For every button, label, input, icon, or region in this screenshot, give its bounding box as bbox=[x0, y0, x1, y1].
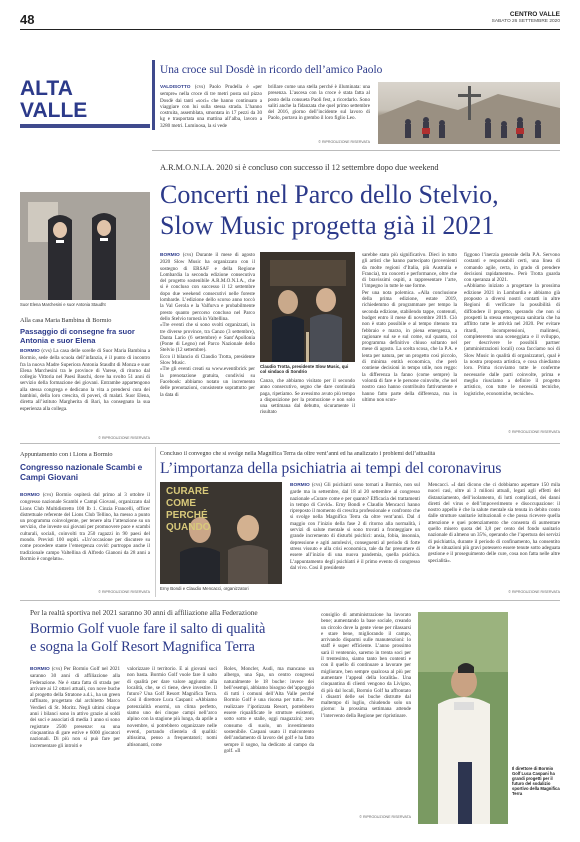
psych-photo-text-1: CURARE bbox=[166, 486, 209, 497]
top-article-kicker: VALDISOTTO bbox=[160, 85, 191, 90]
top-article-headline: Una croce sul Dosdè in ricordo dell’amico Paolo bbox=[160, 64, 383, 76]
section-label-bar bbox=[20, 124, 150, 128]
top-article-col1 bbox=[160, 84, 262, 148]
sisters-copyright: © RIPRODUZIONE RISERVATA bbox=[98, 436, 150, 440]
section-label bbox=[20, 78, 150, 122]
sisters-overline: Alla casa Maria Bambina di Bormio bbox=[20, 317, 112, 324]
trotta-photo bbox=[260, 252, 355, 362]
main-col1-text: (cvs) Durante il mese di agosto 2020 Slow Music ha organizzato con il sostegno di ERSAF e della Regione Lombardia la seconda edizione consecutiva del progetto sostenibile A.R.M.O.N.I.A., che si è concluso con successo il 12 settembre dopo due weekend consecutivi nelle foreste lombarde. L’edizione dello scorso anno toccò la Val Gerola e la Valfurva e probabilmente presto quanto percorso concluso nel Parco dello Stelvio tornerà in Valtellina. «Tre eventi che si sono svolti organizzati, in tre diverse province, tra Canzo (3 settembre), Danta Lario (6 settembre) e Sant’Apollonia (Ponte di Legno) nel Parco Nazionale dello Stelvio (12 settembre). Ecco il bilancio di Claudio Trotta, presidente Slow Music. «Tre gli eventi creati su www.eventibrick per la prenotazione gratuita, condivisi su Facebook: abbiamo notato un incremento delle prenotazioni, consistente soprattutto per la data di bbox=[160, 252, 255, 398]
lions-headline: Congresso nazionale Scambi e Campi Giovani bbox=[20, 462, 143, 482]
top-article-col1-text: (cvs) Paolo Prudella è «per sempre» nella croce di tre metri posta sul pizzo Dosdè dai tanti «soci» che hanno continuato a viaggiare con lui sulla stessa strada. L’hanno costruita, assemblata, smontata in 17 pezzi da 30 kg e trasportata una mattina all’alba, lavoro a 3280 metri. Luminosa, la si vede bbox=[160, 84, 262, 129]
sisters-body bbox=[20, 348, 150, 434]
section-label-line1: ALTA bbox=[20, 77, 73, 100]
main-col3: sarebbe stato più significativo. Dieci in tutto gli artisti che hanno partecipato (provenienti da molte regioni d’Italia, più Australia e Francia), tra concerti e performance, oltre che di bravissimi ospiti, a rappresentare l’arte, l’impegno in tutte le sue forme. Per una nota polemica. «Alla conclusione della prima edizione, estate 2019, richiedemmo di programmare per tempo la seconda edizione, stabilendo tappe, contenuti, budget entro il mese di novembre 2019. Ciò non è stato possibile e al tempo ritenuto tra febbraio e marzo, in piena emergenza, a ragionare sul se e sul come, sul quanto, col programma definitivo chiuso soltanto nel mese di agosto. La scelta scosa, che la P.A. e lenta per natura, per un progetto così piccolo, di minima entità economica, che però contiene decisioni in tempo utile, non reggo: la differenza la fanno (come sempre) la volontà di fare e le persone coinvolte, che nel nostro caso hanno contribuito fattivamente e hanno fatto parte della differenza, ma in ultimo non scon- bbox=[362, 252, 457, 403]
lions-overline: Appuntamento con i Lions a Bormio bbox=[20, 451, 113, 458]
page-number: 48 bbox=[20, 12, 35, 27]
top-article-bar bbox=[152, 60, 155, 130]
golf-copyright: © RIPRODUZIONE RISERVATA bbox=[359, 815, 411, 819]
lions-body bbox=[20, 492, 150, 590]
section-label-line2: VALLE bbox=[20, 99, 88, 122]
paper-name: CENTRO VALLE bbox=[509, 11, 560, 18]
sisters-body-text: (cvs) La casa delle sorelle di Suor Maria Bambina a Bormio, sede della scuola dell’infanzia, è il punto di incontro fra la nuova Madre Superiora Antonia Staudht di Monza e suor Elena Marchesini tra le province di Varese, di ritorno dal collegio Vittoria nel Paesi Baschi, dove ha svolto 51 anni di servizio della formazione dei giovani. Entrambe appartengono alla stessa congrega e dedicano la vita a prendersi cura dei bambini, della loro crescita, di poveri, di malati. Suor Elena, diretta all’istituto Margherita di Bari, ha consegnato la sua esperienza alla collega. bbox=[20, 348, 150, 412]
top-article-copyright: © RIPRODUZIONE RISERVATA bbox=[318, 140, 370, 144]
golf-col3: Rolex, Moncler, Audi, ma mancano un albergo, una Spa, un centro congressi naturalmente le 18 buche: invece dei bell’esempi, abbiamo bisogno del’appoggio di tutti i comuni dell’Alta Valle perché Bormio Golf è una risorsa per tutti». Per realizzare l’ipotizzata Resort, potrebbero essere riqualificate le strutture esistenti, sotto sotto e stalle, oggi magazzini; zero consumo di suolo, un investimento sostenibile. Caspani usato il malcontento dell’andamento di lavoro del golf e ha fatto sempre il sogno, ha dedicato al campo da golf. «Il bbox=[224, 666, 314, 754]
main-col2: Canzo, che abbiamo visitato per il secondo anno consecutivo, segno che dare continuità paga, ripetiamo. Se avessimo avuto più tempo a disposizione per la promozione e non solo una settimana dal debutto, sicuramente il risultato bbox=[260, 378, 355, 416]
main-overline: A.R.M.O.N.I.A. 2020 si è concluso con successo il 12 settembre dopo due weekend bbox=[160, 163, 439, 172]
psych-photo-text-4: QUANDO bbox=[166, 522, 211, 533]
psych-col2: Mencacci. «I dati dicono che ci dobbiamo aspettare 150 mila nuovi casi, oltre ai 3 milioni attuali, legati agli effetti del distanziamento, dell’isolamento, di lutti complicati, dei danni diretti del virus e dell’impoverimento e disoccupazione: il nostro appello è che la salute mentale sia tenuta in debito conto dalle strutture sanitarie istituzionali e che possa ricevere quella attenzione e quei potenziamento che consenta di aumentare quello misero quota del 3,8 per cento del fondo sanitario nazionale di almeno un 35%, operando che l’apertura dei servizi di psichiatria, durante il periodo di confinamento, ha consentito che le situazioni più gravi potessero essere tenute sotto adeguata gestione e il proseguimento delle cure, cosa non fatta nelle altre specialità». bbox=[428, 482, 560, 564]
psych-photo bbox=[160, 482, 282, 584]
main-photo-trotta bbox=[260, 252, 355, 362]
golf-photo-caption: Il direttore di Bormio Golf Luca Caspani ha grandi progetti per il futuro del sodalizio sportivo della Magnifica Terra bbox=[512, 766, 560, 796]
psych-overline: Concluso il convegno che si svolge nella Magnifica Terra da oltre vent’anni ed ha analizzato i problemi dell’attualità bbox=[160, 451, 436, 457]
psych-col1-text: (cvs) Gli psichiatri sono tornati a Bormio, non sul garde ma in settembre, dal 18 al 20 settembre al congresso nazionale «Curare come e per quanto? Efficacia dei trattamenti in tempo di Covid». Erny Bondi e Claudio Mencacci hanno ripreposto il momento di crescita professionale e confronto che si svolge nella Magnifica Terra da oltre vent’anni. Dal 4 maggio con l’inizio della fase 2 di ritorno alla normalità, i servizi di salute mentale si sono trovati a fronteggiare un grande incremento di disturbi psichici: ansia, fobia, insonnia, depressione e agiti autolesivi, conseguenti al periodo di forte stress vissuto e alla crisi economica, tale da far presumere di essere all’inizio di una nuova pandemia, quella psichica. L’appuntamento degli psichiatri è il primo evento di congresso dal vivo. Così il presidente bbox=[290, 482, 420, 571]
header-rule bbox=[20, 29, 560, 30]
golf-col1-text: (cvs) Per Bormio Golf nel 2021 saranno 30 anni di affiliazione alla Federazione. Ne è stata fatta di strada per arrivare ai 12 ottavi attuali, con nove buche al progetto della Stratone a.d.i., ha un green raffinato, progettato dal architetto Marco Verdieri di St. Moritz. Negli ultimi cinque anni i bilanci sono in attivo grazie ai soldi dei soci e associati di media 1 anno si sono registrate 2500 presenze: su una cinquantina di gare estive e 6000 giocatori nazionali. Di più non si può fare per incrementare gli introiti e bbox=[30, 666, 120, 749]
caspani-golf-photo bbox=[418, 612, 508, 824]
main-divider bbox=[20, 443, 560, 444]
psych-photo-text-3: PERCHÉ bbox=[166, 510, 208, 521]
sisters-kicker: BORMIO bbox=[20, 349, 40, 354]
golf-headline-line1: Bormio Golf vuole fare il salto di qualità bbox=[30, 621, 266, 637]
group-mountain-photo bbox=[378, 82, 560, 144]
golf-photo bbox=[418, 612, 508, 824]
golf-col1 bbox=[30, 666, 120, 822]
main-headline-line2: Slow Music progetta già il 2021 bbox=[160, 211, 495, 240]
golf-kicker: BORMIO bbox=[30, 667, 50, 672]
main-kicker: BORMIO bbox=[160, 253, 180, 258]
golf-overline: Per la realtà sportiva nel 2021 saranno 30 anni di affiliazione alla Federazione bbox=[30, 608, 258, 617]
sisters-photo bbox=[20, 192, 150, 300]
lions-kicker: BORMIO bbox=[20, 493, 40, 498]
lions-column-divider bbox=[155, 447, 156, 597]
top-article-divider bbox=[152, 150, 560, 151]
main-col4: figgono l’inerzia generale della P.A. Servono costanti e responsabili certi, una linea di comando agile, certa, in grado di prendere decisioni rapidamente». Però Trotta guarda con speranza al 2021. «Abbiamo iniziato a progettare la prossima edizione 2021 in Lombardia e abbiamo già proposto a diversi nostri contatti in altre Regioni di verificare la possibilità di diffondere il progetto, sperando che non si prospetti la stessa emergenza sanitaria che ha afflitto tutte le attività nel 2020. Per evitare ritardi, incomprensioni, malintesi, completeremo una sceneggiata e il sviluppo, per descrivere le possibili partner (amministrazioni locali) cosa facciamo noi di Slow Music in qualità di organizzatori, qual è la nostra proposta artistica, e cosa chiediamo loro. Prima ricoviamo tutte le conferme necessarie dalle parti coinvolte, prima e meglio riusciamo a definire il progetto artistico, con tutte le necessità tecniche, logistiche, economiche, tecniche». bbox=[464, 252, 560, 397]
golf-col2: valorizzare il territorio. E ai giovani soci non basta. Bormio Golf vuole fare il salto di qualità per dare valore aggiunto alla località, che, se ci tiene, deve investire. Il futuro? Una Golf Resort Magnifica Terra. Così il direttore Luca Caspani: «Abbiamo potenzialità enormi, un clima perfetto, siamo uno dei cinque campi nell’arco alpino con la stagione più lunga, da aprile a novembre, si potrebbero organizzare nelle eventi, portando clientela di qualità: altissima, penso a frequentatori; nomi altisonanti, come bbox=[127, 666, 217, 748]
sisters-photo-caption: Suor Elena Marchesini e suor Antonia Staudht bbox=[20, 302, 106, 307]
psych-copyright: © RIPRODUZIONE RISERVATA bbox=[508, 590, 560, 594]
main-photo-caption: Claudio Trotta, presidente Slow Music, qui col sindaco di Sondrio bbox=[260, 364, 349, 375]
golf-col4: consiglio di amministrazione ha lavorato bene; aumentando la base sociale, creando un circolo dove la gente viene per rilassarsi e stare bene, migliorando il campo, arrivando disparmi sulle manutenzioni: lo staff è super efficiente. L’anno prossimo sarà il ventennio, saremo in trenta soci per il trentesimo, siamo tanto ben contenti e con il quello di continuare a lavorare per migliorare, ben sempre qualcosa al più per aumentare l’appeal della località». Una cinquantina di clienti vengono da Livigno, di più dal locali, Bormio Golf ha affrontato i disastri delle sei buche distrutte dal maltempo di luglio, chiudendo solo un giorno: la prossima settimana attende l’intervento della Regione per ripristinare. bbox=[321, 612, 411, 719]
golf-headline-line2: e sogna la Golf Resort Magnifica Terra bbox=[30, 639, 255, 655]
lions-copyright: © RIPRODUZIONE RISERVATA bbox=[98, 590, 150, 594]
psych-photo-text-2: COME bbox=[166, 498, 196, 509]
psych-headline: L’importanza della psichiatria ai tempi del coronavirus bbox=[160, 460, 502, 477]
top-article-col2: brillare come una stella perché è illuminata: una presenza. L’ascesa con la croce è stata fatta al posto della consueta Paoli fest, a ricordarlo. Sono saliti anche la fidanzata che quel primo settembre del 2016, giorno dell’incidente sul lavoro di Paolo, portava in grembo il loro figlio Leo. bbox=[268, 84, 370, 122]
lions-body-text: (cvs) Bormio ospiterà dal primo al 3 ottobre il congresso nazionale Scambi e Campi Giovani, organizzato dal Lions Club Multidistretto 108 Ib 1. Cinzia Francelli, officer distrettuale referente del Lions Club Tellino, ha messo a punto un programma coinvolgente, per tenere alta l’attenzione su un servizio, che investe sui giovani per promuovere pace e scambi culturali, sociali, coinvolti tra 250 ragazzi in 90 paesi del mondo. Previsti 100 ospiti. «Un’occasione per discutere su come procedere stante l’emergenza covid: purtroppo anche il tradizionale campo Valtellina di Alfredo Gianoni da 28 anni a Bormio è congelato». bbox=[20, 492, 150, 562]
psych-divider bbox=[20, 600, 560, 601]
psych-photo-caption: Erny Bondi e Claudio Mencacci, organizzatori bbox=[160, 586, 249, 591]
sisters-headline: Passaggio di consegne fra suor Antonia e suor Elena bbox=[20, 327, 135, 345]
main-headline-line1: Concerti nel Parco dello Stelvio, bbox=[160, 180, 499, 209]
psych-col1 bbox=[290, 482, 420, 592]
main-col1 bbox=[160, 252, 255, 436]
two-nuns-photo bbox=[20, 192, 150, 300]
main-copyright: © RIPRODUZIONE RISERVATA bbox=[508, 430, 560, 434]
top-article-photo bbox=[378, 82, 560, 144]
paper-date: SABATO 26 SETTEMBRE 2020 bbox=[491, 19, 560, 24]
psych-kicker: BORMIO bbox=[290, 483, 310, 488]
